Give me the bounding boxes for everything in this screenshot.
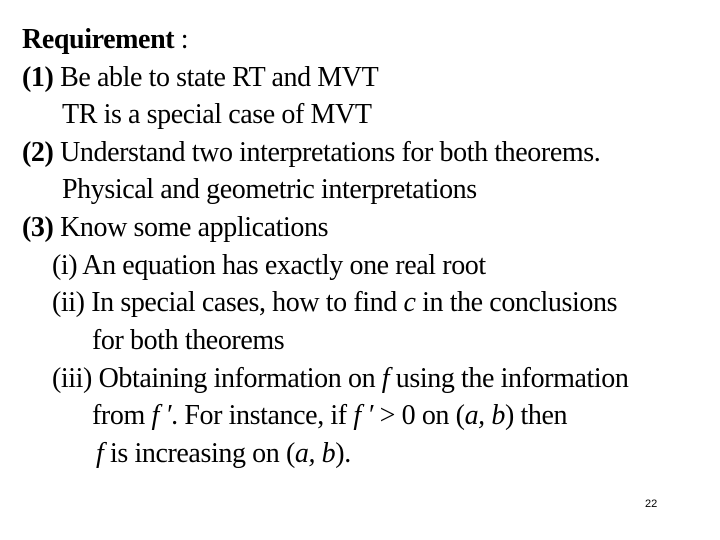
item-3-ii: [52, 287, 617, 319]
item-text: ).: [335, 438, 351, 469]
item-number: (2): [22, 137, 54, 168]
math-var: a, b: [464, 400, 505, 431]
math-var: f ′: [353, 400, 374, 431]
item-3-ii-cont: [92, 325, 284, 357]
item-text: Physical and geometric interpretations: [62, 174, 477, 205]
item-text: Know some applications: [60, 212, 329, 243]
item-text: for both theorems: [92, 325, 285, 356]
heading: [22, 24, 188, 56]
math-var: f: [381, 363, 390, 394]
item-text: Understand two interpretations for both theorems.: [60, 137, 601, 168]
math-var: c: [403, 287, 416, 318]
item-1-sub: [62, 99, 372, 131]
page-number: 22: [645, 498, 658, 510]
item-text: . For instance, if: [171, 400, 347, 431]
item-text: (iii) Obtaining information on: [52, 363, 376, 394]
item-text: in the conclusions: [422, 287, 618, 318]
math-var: f: [96, 438, 104, 469]
item-1: [22, 62, 378, 94]
item-number: (3): [22, 212, 54, 243]
item-3: [22, 212, 328, 244]
item-text: (ii) In special cases, how to find: [52, 287, 397, 318]
item-3-i: [52, 250, 486, 282]
math-var: a, b: [294, 438, 336, 469]
item-text: using the information: [395, 363, 629, 394]
item-3-iii-cont: [92, 400, 567, 432]
item-text: (i) An equation has exactly one real root: [52, 250, 486, 281]
heading-label: Requirement: [22, 24, 175, 55]
item-text: ) then: [504, 400, 568, 431]
heading-colon: :: [180, 24, 189, 55]
item-2-sub: [62, 174, 477, 206]
math-var: f ′: [151, 400, 172, 431]
item-2: [22, 137, 600, 169]
item-number: (1): [22, 62, 54, 93]
item-text: is increasing on (: [110, 438, 295, 469]
item-text: TR is a special case of MVT: [62, 99, 372, 130]
item-text: from: [92, 400, 145, 431]
item-text: Be able to state RT and MVT: [60, 62, 379, 93]
item-3-iii-cont2: [96, 438, 351, 470]
item-text: > 0 on (: [379, 400, 465, 431]
item-3-iii: [52, 363, 628, 395]
